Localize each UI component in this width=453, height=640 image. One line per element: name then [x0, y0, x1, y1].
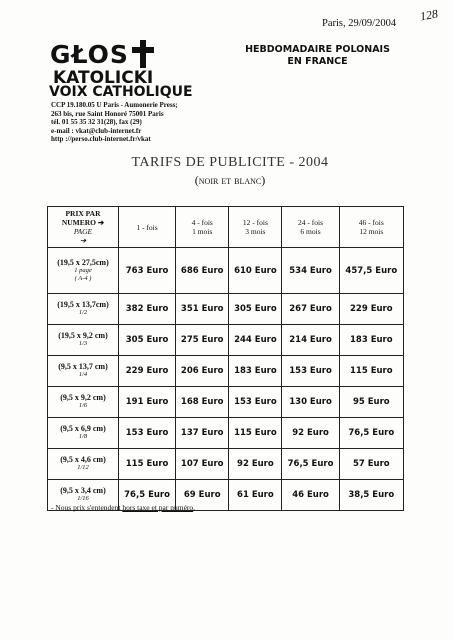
format-label: 1/12 [77, 464, 89, 471]
price-cell: 92 Euro [282, 418, 339, 449]
price-cell: 95 Euro [339, 387, 403, 418]
corner-line: NUMERO ➔ [61, 218, 105, 227]
price-cell: 115 Euro [119, 449, 176, 480]
address-line: http ://perso.club-internet.fr/vkat [51, 135, 151, 144]
column-sub: 12 mois [359, 227, 384, 236]
weekly-line: EN FRANCE [287, 56, 348, 67]
price-cell: 76,5 Euro [282, 449, 339, 480]
format-label: 1/8 [78, 433, 88, 440]
price-cell: 38,5 Euro [339, 480, 403, 511]
column-header [229, 207, 282, 248]
format-dimensions: (9,5 x 6,9 cm) [60, 424, 106, 433]
corner-line: PRIX PAR [65, 209, 101, 218]
logo-tagline: VOIX CATHOLIQUE [49, 84, 193, 100]
format-cell [48, 248, 119, 294]
logo-title: GŁOS [50, 40, 129, 69]
page-title: TARIFS DE PUBLICITE - 2004 [131, 155, 329, 170]
footnote-end: . [193, 503, 196, 512]
price-cell: 76,5 Euro [119, 480, 176, 511]
price-cell: 534 Euro [282, 248, 339, 294]
format-cell [48, 356, 119, 387]
column-sub: 1 mois [192, 227, 213, 236]
column-sub: 6 mois [300, 227, 321, 236]
format-label: 1/6 [78, 402, 88, 409]
price-cell: 69 Euro [176, 480, 229, 511]
address-line: e-mail : vkat@club-internet.fr [51, 126, 142, 135]
price-cell: 168 Euro [176, 387, 229, 418]
weekly-line: HEBDOMADAIRE POLONAIS [245, 44, 390, 55]
column-header [339, 207, 403, 248]
address-line: CCP 19.180.05 U Paris - Aumonerie Press; [51, 101, 178, 109]
footnote-text: - Nous prix s'entendent [51, 503, 123, 512]
price-cell: 229 Euro [119, 356, 176, 387]
price-cell: 244 Euro [229, 325, 282, 356]
format-label: 1/16 [77, 495, 89, 502]
format-dimensions: (9,5 x 9,2 cm) [60, 393, 106, 402]
format-dimensions: (19,5 x 13,7cm) [57, 300, 109, 309]
format-cell [48, 325, 119, 356]
format-extra: ( A-4 ) [74, 274, 92, 282]
price-cell: 153 Euro [229, 387, 282, 418]
price-cell: 76,5 Euro [339, 418, 403, 449]
price-cell: 115 Euro [229, 418, 282, 449]
table-row [48, 325, 404, 356]
price-cell: 229 Euro [339, 294, 403, 325]
format-cell [48, 294, 119, 325]
cross-icon [132, 40, 154, 68]
footnote-underlined: hors taxe et par numéro [122, 503, 194, 512]
footnote [51, 503, 195, 512]
format-dimensions: (9,5 x 4,6 cm) [60, 455, 106, 464]
table-header-row [48, 207, 404, 248]
table-row [48, 294, 404, 325]
price-cell: 153 Euro [282, 356, 339, 387]
price-cell: 206 Euro [176, 356, 229, 387]
corner-line: ➔ [79, 236, 87, 245]
date: Paris, 29/09/2004 [322, 18, 397, 29]
column-label: 12 - fois [242, 218, 268, 227]
price-cell: 305 Euro [229, 294, 282, 325]
column-label: 1 - fois [136, 222, 158, 232]
corner-line: PAGE [73, 227, 93, 236]
column-header [282, 207, 339, 248]
price-cell: 610 Euro [229, 248, 282, 294]
page-subtitle: (noir et blanc) [194, 173, 266, 187]
price-cell: 457,5 Euro [339, 248, 403, 294]
price-cell: 351 Euro [176, 294, 229, 325]
column-header [119, 207, 176, 248]
price-cell: 130 Euro [282, 387, 339, 418]
format-label: 1/3 [78, 340, 88, 347]
table-row [48, 387, 404, 418]
rates-table [47, 206, 404, 511]
address-block [51, 101, 178, 144]
address-line: tél. 01 55 35 32 31(28), fax (29) [51, 118, 142, 127]
format-cell [48, 418, 119, 449]
price-cell: 382 Euro [119, 294, 176, 325]
column-label: 24 - fois [298, 218, 324, 227]
column-label: 46 - fois [358, 218, 384, 227]
column-header [176, 207, 229, 248]
price-cell: 763 Euro [119, 248, 176, 294]
price-cell: 107 Euro [176, 449, 229, 480]
address-line: 263 bis, rue Saint Honoré 75001 Paris [51, 109, 164, 118]
format-cell [48, 449, 119, 480]
format-dimensions: (9,5 x 13,7 cm) [58, 362, 108, 371]
format-label: 1/2 [78, 309, 88, 316]
format-dimensions: (9,5 x 3,4 cm) [60, 486, 106, 495]
price-cell: 183 Euro [229, 356, 282, 387]
price-cell: 92 Euro [229, 449, 282, 480]
price-cell: 61 Euro [229, 480, 282, 511]
price-cell: 214 Euro [282, 325, 339, 356]
logo-subtitle: KATOLICKI [53, 68, 154, 88]
page-number: 128 [418, 6, 439, 24]
column-label: 4 - fois [191, 218, 213, 227]
corner-header [48, 207, 119, 248]
format-label: 1/4 [78, 371, 88, 378]
table-row [48, 356, 404, 387]
price-cell: 275 Euro [176, 325, 229, 356]
table-body [48, 248, 404, 511]
format-dimensions: (19,5 x 27,5cm) [57, 257, 109, 267]
table-row [48, 449, 404, 480]
price-cell: 57 Euro [339, 449, 403, 480]
format-cell [48, 387, 119, 418]
price-cell: 191 Euro [119, 387, 176, 418]
price-cell: 686 Euro [176, 248, 229, 294]
price-cell: 305 Euro [119, 325, 176, 356]
format-label: 1 page [74, 266, 92, 274]
price-cell: 153 Euro [119, 418, 176, 449]
price-cell: 115 Euro [339, 356, 403, 387]
price-cell: 46 Euro [282, 480, 339, 511]
format-dimensions: (19,5 x 9,2 cm) [58, 331, 108, 340]
weekly-heading [230, 44, 405, 68]
price-cell: 267 Euro [282, 294, 339, 325]
price-cell: 183 Euro [339, 325, 403, 356]
price-cell: 137 Euro [176, 418, 229, 449]
column-sub: 3 mois [245, 227, 266, 236]
table-row [48, 418, 404, 449]
table-row [48, 248, 404, 294]
